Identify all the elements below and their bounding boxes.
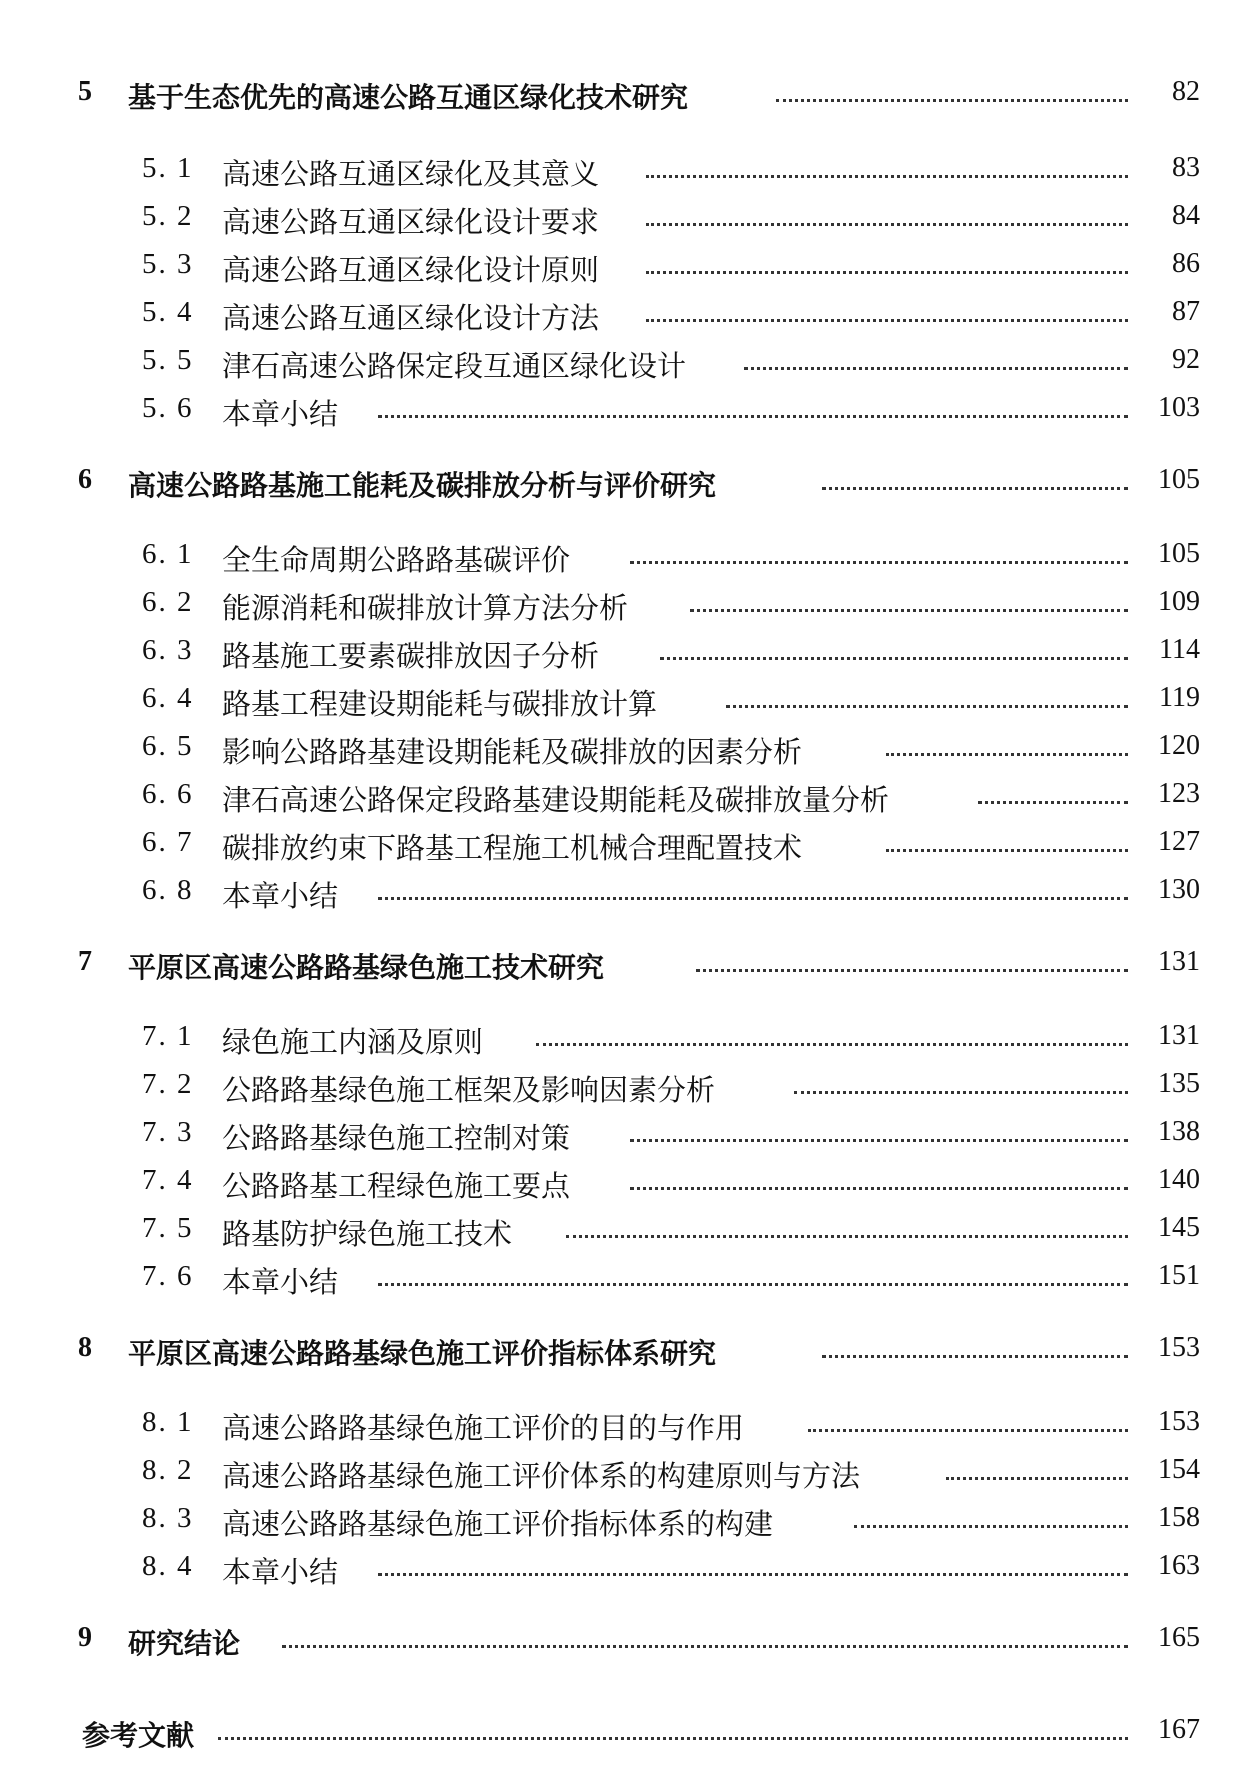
dot-leader xyxy=(378,415,1128,418)
entry-number: 8. 1 xyxy=(142,1406,194,1438)
entry-number: 6. 8 xyxy=(142,874,194,906)
entry-number: 6. 6 xyxy=(142,778,194,810)
dot-leader xyxy=(886,753,1128,756)
toc-chapter[interactable] xyxy=(0,1328,1260,1372)
entry-page: 165 xyxy=(1158,1622,1200,1653)
entry-title: 本章小结 xyxy=(222,397,339,431)
dot-leader xyxy=(886,849,1128,852)
toc-chapter[interactable] xyxy=(0,460,1260,504)
entry-title: 津石高速公路保定段互通区绿化设计 xyxy=(222,349,687,383)
dot-leader xyxy=(646,223,1128,226)
entry-number: 7. 1 xyxy=(142,1020,194,1052)
entry-title: 碳排放约束下路基工程施工机械合理配置技术 xyxy=(222,831,803,865)
dot-leader xyxy=(808,1429,1128,1432)
toc-section[interactable] xyxy=(0,292,1260,336)
toc-section[interactable] xyxy=(0,148,1260,192)
dot-leader xyxy=(646,271,1128,274)
entry-title: 路基施工要素碳排放因子分析 xyxy=(222,639,600,673)
toc-chapter[interactable] xyxy=(0,942,1260,986)
dot-leader xyxy=(690,609,1128,612)
entry-number: 7. 3 xyxy=(142,1116,194,1148)
entry-number: 6 xyxy=(78,464,92,495)
toc-section[interactable] xyxy=(0,1498,1260,1542)
entry-page: 105 xyxy=(1158,464,1200,495)
toc-section[interactable] xyxy=(0,678,1260,722)
toc-section[interactable] xyxy=(0,582,1260,626)
toc-section[interactable] xyxy=(0,870,1260,914)
toc-chapter[interactable] xyxy=(0,72,1260,116)
toc-section[interactable] xyxy=(0,388,1260,432)
dot-leader xyxy=(646,319,1128,322)
entry-page: 153 xyxy=(1158,1332,1200,1363)
entry-title: 津石高速公路保定段路基建设期能耗及碳排放量分析 xyxy=(222,783,890,817)
entry-title: 平原区高速公路路基绿色施工技术研究 xyxy=(128,951,605,984)
dot-leader xyxy=(630,1139,1128,1142)
entry-page: 154 xyxy=(1158,1454,1200,1485)
dot-leader xyxy=(646,175,1128,178)
entry-number: 5. 4 xyxy=(142,296,194,328)
entry-number: 5. 2 xyxy=(142,200,194,232)
toc-section[interactable] xyxy=(0,534,1260,578)
entry-page: 92 xyxy=(1172,344,1200,375)
entry-title: 参考文献 xyxy=(82,1719,195,1752)
entry-title: 路基防护绿色施工技术 xyxy=(222,1217,513,1251)
entry-number: 6. 2 xyxy=(142,586,194,618)
dot-leader xyxy=(744,367,1128,370)
entry-page: 120 xyxy=(1158,730,1200,761)
entry-page: 109 xyxy=(1158,586,1200,617)
entry-number: 6. 3 xyxy=(142,634,194,666)
dot-leader xyxy=(378,897,1128,900)
entry-number: 5 xyxy=(78,76,92,107)
toc-section[interactable] xyxy=(0,630,1260,674)
entry-page: 123 xyxy=(1158,778,1200,809)
entry-page: 103 xyxy=(1158,392,1200,423)
entry-title: 高速公路路基绿色施工评价的目的与作用 xyxy=(222,1411,745,1445)
entry-number: 5. 6 xyxy=(142,392,194,424)
entry-title: 高速公路互通区绿化设计方法 xyxy=(222,301,600,335)
entry-page: 158 xyxy=(1158,1502,1200,1533)
dot-leader xyxy=(726,705,1128,708)
entry-page: 119 xyxy=(1159,682,1200,713)
toc-chapter[interactable] xyxy=(0,1618,1260,1662)
entry-title: 高速公路互通区绿化设计原则 xyxy=(222,253,600,287)
entry-page: 163 xyxy=(1158,1550,1200,1581)
entry-title: 高速公路路基绿色施工评价体系的构建原则与方法 xyxy=(222,1459,861,1493)
entry-page: 135 xyxy=(1158,1068,1200,1099)
entry-title: 本章小结 xyxy=(222,1265,339,1299)
toc-section[interactable] xyxy=(0,1208,1260,1252)
toc-section[interactable] xyxy=(0,340,1260,384)
entry-number: 8. 2 xyxy=(142,1454,194,1486)
toc-section[interactable] xyxy=(0,1256,1260,1300)
entry-title: 基于生态优先的高速公路互通区绿化技术研究 xyxy=(128,81,689,114)
entry-page: 87 xyxy=(1172,296,1200,327)
entry-number: 8. 4 xyxy=(142,1550,194,1582)
entry-title: 本章小结 xyxy=(222,879,339,913)
dot-leader xyxy=(282,1645,1128,1648)
toc-section[interactable] xyxy=(0,196,1260,240)
entry-number: 7 xyxy=(78,946,92,977)
toc-section[interactable] xyxy=(0,1160,1260,1204)
dot-leader xyxy=(378,1573,1128,1576)
entry-page: 138 xyxy=(1158,1116,1200,1147)
dot-leader xyxy=(630,1187,1128,1190)
toc-section[interactable] xyxy=(0,1064,1260,1108)
entry-title: 绿色施工内涵及原则 xyxy=(222,1025,484,1059)
entry-page: 83 xyxy=(1172,152,1200,183)
entry-number: 9 xyxy=(78,1622,92,1653)
entry-title: 公路路基绿色施工控制对策 xyxy=(222,1121,571,1155)
dot-leader xyxy=(696,969,1128,972)
dot-leader xyxy=(218,1737,1128,1740)
entry-title: 能源消耗和碳排放计算方法分析 xyxy=(222,591,629,625)
entry-title: 影响公路路基建设期能耗及碳排放的因素分析 xyxy=(222,735,803,769)
entry-title: 公路路基工程绿色施工要点 xyxy=(222,1169,571,1203)
toc-section[interactable] xyxy=(0,726,1260,770)
entry-number: 7. 2 xyxy=(142,1068,194,1100)
entry-title: 高速公路路基施工能耗及碳排放分析与评价研究 xyxy=(128,469,717,502)
dot-leader xyxy=(822,1355,1128,1358)
entry-page: 86 xyxy=(1172,248,1200,279)
entry-title: 平原区高速公路路基绿色施工评价指标体系研究 xyxy=(128,1337,717,1370)
dot-leader xyxy=(978,801,1128,804)
toc-section[interactable] xyxy=(0,774,1260,818)
entry-page: 130 xyxy=(1158,874,1200,905)
dot-leader xyxy=(854,1525,1128,1528)
toc-section[interactable] xyxy=(0,1450,1260,1494)
toc-section[interactable] xyxy=(0,1016,1260,1060)
entry-number: 6. 1 xyxy=(142,538,194,570)
entry-number: 6. 7 xyxy=(142,826,194,858)
entry-page: 131 xyxy=(1158,1020,1200,1051)
entry-number: 8 xyxy=(78,1332,92,1363)
entry-number: 6. 5 xyxy=(142,730,194,762)
entry-page: 145 xyxy=(1158,1212,1200,1243)
dot-leader xyxy=(536,1043,1128,1046)
dot-leader xyxy=(822,487,1128,490)
entry-number: 5. 3 xyxy=(142,248,194,280)
toc-section[interactable] xyxy=(0,822,1260,866)
entry-page: 167 xyxy=(1158,1714,1200,1745)
entry-page: 151 xyxy=(1158,1260,1200,1291)
toc-section[interactable] xyxy=(0,1112,1260,1156)
entry-number: 7. 4 xyxy=(142,1164,194,1196)
entry-number: 5. 1 xyxy=(142,152,194,184)
dot-leader xyxy=(660,657,1128,660)
entry-title: 高速公路路基绿色施工评价指标体系的构建 xyxy=(222,1507,774,1541)
entry-page: 153 xyxy=(1158,1406,1200,1437)
entry-title: 高速公路互通区绿化设计要求 xyxy=(222,205,600,239)
entry-title: 公路路基绿色施工框架及影响因素分析 xyxy=(222,1073,716,1107)
entry-number: 8. 3 xyxy=(142,1502,194,1534)
entry-page: 82 xyxy=(1172,76,1200,107)
toc-section[interactable] xyxy=(0,1402,1260,1446)
entry-page: 131 xyxy=(1158,946,1200,977)
dot-leader xyxy=(630,561,1128,564)
entry-page: 105 xyxy=(1158,538,1200,569)
dot-leader xyxy=(946,1477,1128,1480)
entry-title: 研究结论 xyxy=(128,1627,241,1660)
entry-page: 140 xyxy=(1158,1164,1200,1195)
entry-page: 127 xyxy=(1158,826,1200,857)
toc-section[interactable] xyxy=(0,244,1260,288)
dot-leader xyxy=(378,1283,1128,1286)
entry-title: 高速公路互通区绿化及其意义 xyxy=(222,157,600,191)
entry-title: 路基工程建设期能耗与碳排放计算 xyxy=(222,687,658,721)
entry-number: 6. 4 xyxy=(142,682,194,714)
dot-leader xyxy=(776,99,1128,102)
entry-page: 84 xyxy=(1172,200,1200,231)
dot-leader xyxy=(794,1091,1128,1094)
entry-title: 本章小结 xyxy=(222,1555,339,1589)
entry-number: 5. 5 xyxy=(142,344,194,376)
entry-title: 全生命周期公路路基碳评价 xyxy=(222,543,571,577)
entry-number: 7. 5 xyxy=(142,1212,194,1244)
dot-leader xyxy=(566,1235,1128,1238)
entry-page: 114 xyxy=(1159,634,1200,665)
entry-number: 7. 6 xyxy=(142,1260,194,1292)
toc-section[interactable] xyxy=(0,1546,1260,1590)
toc-references[interactable] xyxy=(0,1710,1260,1754)
